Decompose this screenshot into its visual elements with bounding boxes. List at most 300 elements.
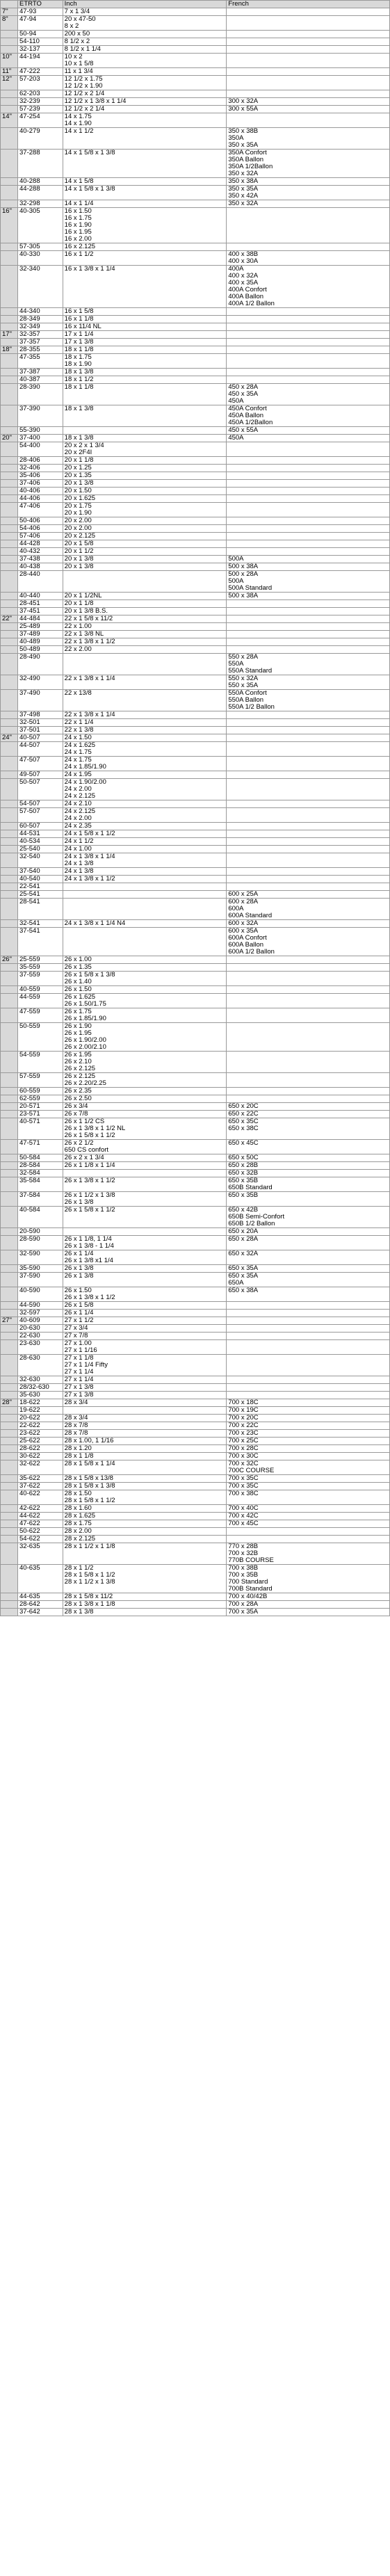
- table-row: [1, 757, 390, 771]
- etrto-cell: 40-387: [18, 376, 63, 384]
- etrto-cell: 28-490: [18, 654, 63, 675]
- table-row: [1, 31, 390, 38]
- size-cell: 28": [1, 1399, 18, 1407]
- size-cell: [1, 1023, 18, 1052]
- table-row: [1, 964, 390, 972]
- etrto-cell: 23-630: [18, 1340, 63, 1355]
- french-cell: 600 x 32A: [227, 920, 390, 928]
- etrto-cell: 44-531: [18, 830, 63, 838]
- inch-cell: 28 x 1 1/2 x 1 1/8: [63, 1543, 227, 1565]
- size-cell: 8": [1, 16, 18, 31]
- inch-cell: 26 x 1 1/8 x 1 1/4: [63, 1162, 227, 1170]
- etrto-cell: 32-490: [18, 675, 63, 690]
- table-row: [1, 1073, 390, 1088]
- french-cell: [227, 1528, 390, 1536]
- etrto-cell: 50-94: [18, 31, 63, 38]
- french-cell: [227, 346, 390, 354]
- table-row: [1, 719, 390, 727]
- size-cell: [1, 38, 18, 46]
- french-cell: 650 x 28B: [227, 1162, 390, 1170]
- table-row: [1, 1325, 390, 1333]
- etrto-cell: 37-489: [18, 631, 63, 638]
- etrto-cell: 32-540: [18, 853, 63, 868]
- table-row: [1, 38, 390, 46]
- etrto-cell: 37-501: [18, 727, 63, 734]
- etrto-cell: 57-507: [18, 808, 63, 823]
- french-cell: [227, 1333, 390, 1340]
- size-cell: [1, 830, 18, 838]
- etrto-cell: 42-622: [18, 1505, 63, 1513]
- inch-cell: 18 x 1 1/2: [63, 376, 227, 384]
- size-cell: [1, 1140, 18, 1154]
- table-row: [1, 1008, 390, 1023]
- etrto-cell: 19-622: [18, 1407, 63, 1415]
- size-cell: [1, 1490, 18, 1505]
- inch-cell: 26 x 1 5/8: [63, 1302, 227, 1310]
- inch-cell: 28 x 7/8: [63, 1422, 227, 1430]
- french-cell: 550 x 32A 550 x 35A: [227, 675, 390, 690]
- size-cell: [1, 1407, 18, 1415]
- inch-cell: 16 x 1 1/2: [63, 251, 227, 266]
- size-cell: [1, 556, 18, 563]
- inch-cell: [63, 571, 227, 593]
- etrto-cell: 47-355: [18, 354, 63, 369]
- inch-cell: 20 x 2.00: [63, 525, 227, 533]
- french-cell: 650 x 45C: [227, 1140, 390, 1154]
- french-cell: [227, 808, 390, 823]
- french-cell: [227, 779, 390, 800]
- etrto-cell: 54-559: [18, 1052, 63, 1073]
- table-row: [1, 457, 390, 465]
- size-cell: [1, 503, 18, 517]
- french-cell: [227, 113, 390, 128]
- etrto-cell: 44-340: [18, 308, 63, 316]
- inch-cell: 24 x 1 3/8: [63, 868, 227, 876]
- etrto-cell: 35-590: [18, 1265, 63, 1273]
- inch-cell: 26 x 1 1/2 CS 26 x 1 3/8 x 1 1/2 NL 26 x 1 5/8 x 1 1/2: [63, 1118, 227, 1140]
- french-cell: 700 x 38C: [227, 1490, 390, 1505]
- etrto-cell: 32-349: [18, 323, 63, 331]
- size-cell: [1, 646, 18, 654]
- inch-cell: 26 x 2 1/2 650 CS confort: [63, 1140, 227, 1154]
- size-cell: [1, 868, 18, 876]
- etrto-cell: 28-642: [18, 1601, 63, 1609]
- french-cell: 650 x 20A: [227, 1228, 390, 1236]
- inch-cell: [63, 899, 227, 920]
- etrto-cell: 37-498: [18, 711, 63, 719]
- etrto-cell: 37-400: [18, 435, 63, 442]
- table-row: [1, 1490, 390, 1505]
- table-row: [1, 1565, 390, 1593]
- french-cell: 300 x 32A: [227, 98, 390, 106]
- table-row: [1, 1460, 390, 1475]
- size-cell: [1, 1207, 18, 1228]
- french-cell: [227, 1023, 390, 1052]
- inch-cell: 26 x 1.50: [63, 986, 227, 994]
- french-cell: [227, 719, 390, 727]
- table-row: [1, 986, 390, 994]
- size-cell: [1, 823, 18, 830]
- table-row: [1, 734, 390, 742]
- french-cell: 650 x 35A 650A: [227, 1273, 390, 1287]
- etrto-cell: 44-406: [18, 495, 63, 503]
- french-cell: 650 x 32A: [227, 1250, 390, 1265]
- table-row: [1, 1170, 390, 1177]
- etrto-cell: 23-622: [18, 1430, 63, 1438]
- french-cell: 770 x 28B 700 x 32B 770B COURSE: [227, 1543, 390, 1565]
- french-cell: [227, 964, 390, 972]
- table-row: [1, 480, 390, 488]
- french-cell: [227, 16, 390, 31]
- inch-cell: 7 x 1 3/4: [63, 8, 227, 16]
- french-cell: [227, 646, 390, 654]
- french-cell: 350 x 32A: [227, 200, 390, 208]
- inch-cell: 26 x 7/8: [63, 1111, 227, 1118]
- french-cell: [227, 480, 390, 488]
- inch-cell: 22 x 1 5/8 x 11/2: [63, 615, 227, 623]
- size-cell: [1, 1543, 18, 1565]
- table-row: [1, 1505, 390, 1513]
- table-row: [1, 711, 390, 719]
- inch-cell: 28 x 1 1/2 28 x 1 5/8 x 1 1/2 28 x 1 1/2 x 1 3/8: [63, 1565, 227, 1593]
- inch-cell: 26 x 1 1/4: [63, 1310, 227, 1317]
- table-row: [1, 1052, 390, 1073]
- french-cell: [227, 465, 390, 472]
- french-cell: [227, 1008, 390, 1023]
- etrto-cell: 57-305: [18, 243, 63, 251]
- french-cell: [227, 771, 390, 779]
- inch-cell: [63, 427, 227, 435]
- size-cell: [1, 600, 18, 608]
- french-cell: [227, 631, 390, 638]
- etrto-cell: 54-110: [18, 38, 63, 46]
- table-row: [1, 540, 390, 548]
- size-cell: [1, 853, 18, 868]
- table-row: [1, 891, 390, 899]
- size-cell: [1, 369, 18, 376]
- french-cell: [227, 800, 390, 808]
- table-row: [1, 571, 390, 593]
- inch-cell: 16 x 1 1/8: [63, 316, 227, 323]
- size-cell: [1, 488, 18, 495]
- size-cell: [1, 1177, 18, 1192]
- french-cell: 500 x 38A: [227, 563, 390, 571]
- french-cell: [227, 457, 390, 465]
- size-cell: [1, 1287, 18, 1302]
- inch-cell: 20 x 47-50 8 x 2: [63, 16, 227, 31]
- inch-cell: 24 x 1.50: [63, 734, 227, 742]
- table-row: [1, 1415, 390, 1422]
- size-cell: [1, 1520, 18, 1528]
- table-row: [1, 90, 390, 98]
- french-cell: 500 x 38A: [227, 593, 390, 600]
- french-cell: [227, 46, 390, 54]
- inch-cell: 24 x 2.10: [63, 800, 227, 808]
- inch-cell: 28 x 1.75: [63, 1520, 227, 1528]
- french-cell: [227, 986, 390, 994]
- size-cell: 24": [1, 734, 18, 742]
- size-cell: [1, 1095, 18, 1103]
- french-cell: 650 x 38A: [227, 1287, 390, 1302]
- size-cell: [1, 1355, 18, 1376]
- inch-cell: 24 x 2.125 24 x 2.00: [63, 808, 227, 823]
- inch-cell: 17 x 1 3/8: [63, 339, 227, 346]
- inch-cell: [63, 883, 227, 891]
- size-cell: [1, 1111, 18, 1118]
- size-cell: [1, 354, 18, 369]
- table-body: [1, 8, 390, 1616]
- french-cell: [227, 442, 390, 457]
- inch-cell: 26 x 1.625 26 x 1.50/1.75: [63, 994, 227, 1008]
- french-cell: 600 x 35A 600A Confort 600A Ballon 600A 1/2 Ballon: [227, 928, 390, 956]
- size-cell: [1, 1453, 18, 1460]
- inch-cell: 20 x 1.625: [63, 495, 227, 503]
- etrto-cell: 32-635: [18, 1543, 63, 1565]
- inch-cell: 12 1/2 x 2 1/4: [63, 90, 227, 98]
- french-cell: 650 x 35B 650B Standard: [227, 1177, 390, 1192]
- size-cell: [1, 1460, 18, 1475]
- inch-cell: 20 x 1 3/8 B.S.: [63, 608, 227, 615]
- table-row: [1, 563, 390, 571]
- table-row: [1, 503, 390, 517]
- table-row: [1, 1593, 390, 1601]
- etrto-cell: 54-406: [18, 525, 63, 533]
- size-cell: [1, 808, 18, 823]
- french-cell: 700 x 40/42B: [227, 1593, 390, 1601]
- table-row: [1, 1384, 390, 1392]
- french-cell: [227, 1302, 390, 1310]
- inch-cell: 16 x 1 3/8 x 1 1/4: [63, 266, 227, 308]
- inch-cell: [63, 928, 227, 956]
- inch-cell: 14 x 1 5/8 x 1 3/8: [63, 186, 227, 200]
- inch-cell: 28 x 2.125: [63, 1536, 227, 1543]
- french-cell: [227, 1536, 390, 1543]
- etrto-cell: 32-630: [18, 1376, 63, 1384]
- etrto-cell: 62-203: [18, 90, 63, 98]
- table-row: [1, 517, 390, 525]
- french-cell: [227, 600, 390, 608]
- french-cell: [227, 711, 390, 719]
- french-cell: [227, 868, 390, 876]
- etrto-cell: 35-630: [18, 1392, 63, 1399]
- table-row: [1, 1438, 390, 1445]
- table-row: [1, 548, 390, 556]
- table-row: [1, 1103, 390, 1111]
- table-row: [1, 1355, 390, 1376]
- size-cell: 17": [1, 331, 18, 339]
- size-cell: [1, 251, 18, 266]
- french-cell: 450A: [227, 435, 390, 442]
- size-cell: [1, 1325, 18, 1333]
- etrto-cell: 28-630: [18, 1355, 63, 1376]
- etrto-cell: 55-390: [18, 427, 63, 435]
- table-row: [1, 1162, 390, 1170]
- etrto-cell: 32-357: [18, 331, 63, 339]
- table-row: [1, 883, 390, 891]
- etrto-cell: 20-622: [18, 1415, 63, 1422]
- header-size: [1, 1, 18, 8]
- size-cell: 10": [1, 54, 18, 68]
- table-row: [1, 830, 390, 838]
- size-cell: [1, 742, 18, 757]
- french-cell: 500 x 28A 500A 500A Standard: [227, 571, 390, 593]
- table-row: [1, 346, 390, 354]
- etrto-cell: 40-305: [18, 208, 63, 243]
- inch-cell: 24 x 1 3/8 x 1 1/2: [63, 876, 227, 883]
- size-cell: [1, 1154, 18, 1162]
- etrto-cell: 40-330: [18, 251, 63, 266]
- french-cell: 400A 400 x 32A 400 x 35A 400A Confort 400A Ballon 400A 1/2 Ballon: [227, 266, 390, 308]
- size-cell: 20": [1, 435, 18, 442]
- etrto-cell: 32-239: [18, 98, 63, 106]
- size-cell: [1, 711, 18, 719]
- french-cell: [227, 1088, 390, 1095]
- size-cell: [1, 339, 18, 346]
- french-cell: 650 x 35B: [227, 1192, 390, 1207]
- french-cell: 450A Confort 450A Ballon 450A 1/2Ballon: [227, 405, 390, 427]
- french-cell: 350 x 38A: [227, 178, 390, 186]
- french-cell: [227, 1073, 390, 1088]
- inch-cell: 20 x 1.50: [63, 488, 227, 495]
- table-row: [1, 600, 390, 608]
- french-cell: [227, 472, 390, 480]
- size-cell: [1, 779, 18, 800]
- french-cell: [227, 1095, 390, 1103]
- size-cell: [1, 1170, 18, 1177]
- inch-cell: 26 x 1.35: [63, 964, 227, 972]
- size-cell: [1, 891, 18, 899]
- etrto-cell: 32-597: [18, 1310, 63, 1317]
- etrto-cell: 37-490: [18, 690, 63, 711]
- table-row: [1, 920, 390, 928]
- etrto-cell: 47-507: [18, 757, 63, 771]
- etrto-cell: 40-440: [18, 593, 63, 600]
- table-row: [1, 472, 390, 480]
- inch-cell: 22 x 1 3/8 NL: [63, 631, 227, 638]
- etrto-cell: 28-440: [18, 571, 63, 593]
- size-cell: [1, 200, 18, 208]
- table-row: [1, 208, 390, 243]
- size-cell: [1, 1236, 18, 1250]
- inch-cell: 20 x 1 3/8: [63, 480, 227, 488]
- size-cell: [1, 178, 18, 186]
- size-cell: [1, 316, 18, 323]
- size-cell: [1, 1422, 18, 1430]
- french-cell: [227, 533, 390, 540]
- table-row: [1, 1302, 390, 1310]
- inch-cell: 26 x 2.35: [63, 1088, 227, 1095]
- french-cell: [227, 1376, 390, 1384]
- table-row: [1, 853, 390, 868]
- size-cell: [1, 31, 18, 38]
- etrto-cell: 37-642: [18, 1609, 63, 1616]
- size-cell: [1, 1273, 18, 1287]
- etrto-cell: 50-559: [18, 1023, 63, 1052]
- table-row: [1, 1273, 390, 1287]
- etrto-cell: 40-559: [18, 986, 63, 994]
- table-row: [1, 1601, 390, 1609]
- etrto-cell: 32-137: [18, 46, 63, 54]
- french-cell: [227, 548, 390, 556]
- table-row: [1, 1118, 390, 1140]
- size-cell: [1, 384, 18, 405]
- inch-cell: 28 x 1 5/8 x 13/8: [63, 1475, 227, 1483]
- size-cell: [1, 405, 18, 427]
- etrto-cell: 37-541: [18, 928, 63, 956]
- table-row: [1, 1207, 390, 1228]
- etrto-cell: 37-584: [18, 1192, 63, 1207]
- table-row: [1, 1177, 390, 1192]
- etrto-cell: 30-622: [18, 1453, 63, 1460]
- etrto-cell: 37-387: [18, 369, 63, 376]
- french-cell: 550 x 28A 550A 550A Standard: [227, 654, 390, 675]
- etrto-cell: 40-590: [18, 1287, 63, 1302]
- french-cell: 450 x 55A: [227, 427, 390, 435]
- inch-cell: 26 x 1 5/8 x 1 3/8 26 x 1.40: [63, 972, 227, 986]
- french-cell: [227, 1384, 390, 1392]
- french-cell: [227, 369, 390, 376]
- etrto-cell: 40-438: [18, 563, 63, 571]
- etrto-cell: 47-93: [18, 8, 63, 16]
- etrto-cell: 47-622: [18, 1520, 63, 1528]
- etrto-cell: 40-622: [18, 1490, 63, 1505]
- french-cell: 650 x 28A: [227, 1236, 390, 1250]
- table-row: [1, 1399, 390, 1407]
- etrto-cell: 60-559: [18, 1088, 63, 1095]
- inch-cell: 11 x 1 3/4: [63, 68, 227, 76]
- size-cell: [1, 548, 18, 556]
- etrto-cell: 37-622: [18, 1483, 63, 1490]
- etrto-cell: 40-584: [18, 1207, 63, 1228]
- french-cell: [227, 956, 390, 964]
- french-cell: [227, 742, 390, 757]
- size-cell: [1, 465, 18, 472]
- french-cell: 700 x 23C: [227, 1430, 390, 1438]
- etrto-cell: 47-559: [18, 1008, 63, 1023]
- table-row: [1, 251, 390, 266]
- inch-cell: 28 x 1.50 28 x 1 5/8 x 1 1/2: [63, 1490, 227, 1505]
- table-row: [1, 354, 390, 369]
- inch-cell: 28 x 1.00, 1 1/16: [63, 1438, 227, 1445]
- table-row: [1, 339, 390, 346]
- size-cell: [1, 1310, 18, 1317]
- table-row: [1, 876, 390, 883]
- etrto-cell: 47-406: [18, 503, 63, 517]
- table-row: [1, 113, 390, 128]
- etrto-cell: 32-501: [18, 719, 63, 727]
- etrto-cell: 50-489: [18, 646, 63, 654]
- inch-cell: [63, 1407, 227, 1415]
- french-cell: [227, 339, 390, 346]
- size-cell: [1, 675, 18, 690]
- inch-cell: 24 x 2.35: [63, 823, 227, 830]
- size-cell: [1, 186, 18, 200]
- table-row: [1, 369, 390, 376]
- french-cell: [227, 623, 390, 631]
- french-cell: [227, 354, 390, 369]
- french-cell: 650 x 22C: [227, 1111, 390, 1118]
- size-cell: [1, 1609, 18, 1616]
- table-row: [1, 1392, 390, 1399]
- french-cell: [227, 608, 390, 615]
- size-cell: [1, 876, 18, 883]
- etrto-cell: 35-559: [18, 964, 63, 972]
- french-cell: 700 x 25C: [227, 1438, 390, 1445]
- size-cell: 12": [1, 76, 18, 90]
- french-cell: 700 x 28C: [227, 1445, 390, 1453]
- etrto-cell: 28-541: [18, 899, 63, 920]
- etrto-cell: 35-622: [18, 1475, 63, 1483]
